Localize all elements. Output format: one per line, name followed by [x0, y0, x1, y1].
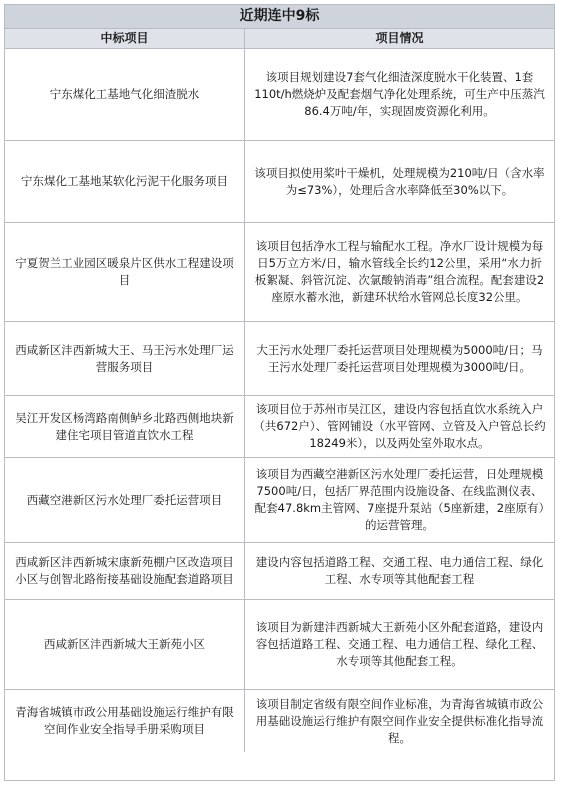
project-name-text: 西咸新区沣西新城大王新苑小区 — [44, 637, 205, 651]
project-details — [245, 141, 554, 222]
project-details — [245, 690, 554, 752]
project-details-text: 该项目为西藏空港新区污水处理厂委托运营，日处理规模7500吨/日，包括厂界范围内设施设备、在线监测仪表、配套47.8km主管网、7座提升泵站（5座新建，2座原有）的运营管理。 — [254, 467, 545, 532]
project-name — [5, 322, 245, 395]
project-details — [245, 458, 554, 542]
project-name-text: 宁东煤化工基地气化细渣脱水 — [49, 87, 200, 101]
project-details — [245, 543, 554, 599]
project-details-text: 该项目拟使用桨叶干燥机，处理规模为210吨/日（含水率为≤73%），处理后含水率降低至30%以下。 — [254, 165, 545, 197]
table-row — [5, 543, 554, 600]
table-row — [5, 223, 554, 322]
project-name — [5, 690, 245, 752]
table-row — [5, 322, 554, 396]
table-title: 近期连中9标 — [5, 5, 554, 29]
project-name-text: 西藏空港新区污水处理厂委托运营项目 — [26, 492, 223, 507]
project-name — [5, 458, 245, 542]
project-details — [245, 49, 554, 140]
project-details — [245, 322, 554, 395]
project-details — [245, 223, 554, 321]
project-name — [5, 396, 245, 457]
project-name-text: 西咸新区沣西新城宋康新苑棚户区改造项目小区与创智北路衔接基础设施配套道路项目 — [15, 555, 234, 586]
project-name-text: 吴江开发区杨湾路南侧鲈乡北路西侧地块新建住宅项目管道直饮水工程 — [15, 410, 234, 442]
project-name — [5, 141, 245, 222]
project-name-text: 宁东煤化工基地某软化污泥干化服务项目 — [21, 174, 228, 188]
project-name-text: 青海省城镇市政公用基础设施运行维护有限空间作业安全指导手册采购项目 — [15, 705, 234, 736]
table-row — [5, 458, 554, 543]
table-row — [5, 690, 554, 752]
header-project: 中标项目 — [5, 29, 245, 48]
project-name — [5, 223, 245, 321]
table-row — [5, 141, 554, 223]
table-header — [5, 29, 554, 49]
project-details — [245, 396, 554, 457]
header-details: 项目情况 — [375, 31, 424, 45]
project-details-text: 该项目规划建设7套气化细渣深度脱水干化装置、1套110t/h燃烧炉及配套烟气净化处理系统，可生产中压蒸汽86.4万吨/年，实现固废资源化利用。 — [254, 70, 545, 118]
project-details-text: 该项目位于苏州市吴江区，建设内容包括直饮水系统入户（共672户）、管网铺设（水平管网、立管及入户管总长约18249米），以及两处室外取水点。 — [253, 402, 546, 450]
table-row — [5, 600, 554, 690]
project-name — [5, 600, 245, 689]
project-details — [245, 600, 554, 689]
project-name-text: 西咸新区沣西新城大王、马王污水处理厂运营服务项目 — [15, 342, 234, 374]
table-row — [5, 396, 554, 458]
project-details-text: 该项目包括净水工程与输配水工程。净水厂设计规模为每日5万立方米/日，输水管线全长约12公里，采用“水力折板絮凝、斜管沉淀、次氯酸钠消毒”组合流程。配套建设2座原水蓄水池，新建环状给水管网总长度32公里。 — [254, 239, 545, 304]
bid-table — [4, 4, 555, 781]
project-name — [5, 49, 245, 140]
project-details-text: 该项目制定省级有限空间作业标准，为青海省城镇市政公用基础设施运行维护有限空间作业安全提供标准化指导流程。 — [255, 696, 544, 745]
project-details-text: 大王污水处理厂委托运营项目处理规模为5000吨/日；马王污水处理厂委托运营项目处理规模为3000吨/日。 — [256, 342, 543, 374]
project-details-text: 建设内容包括道路工程、交通工程、电力通信工程、绿化工程、水专项等其他配套工程 — [255, 555, 544, 586]
project-name — [5, 543, 245, 599]
project-details-text: 该项目为新建沣西新城大王新苑小区外配套道路，建设内容包括道路工程、交通工程、电力通信工程、绿化工程、水专项等其他配套工程。 — [255, 620, 544, 668]
table-row — [5, 49, 554, 141]
project-name-text: 宁夏贺兰工业园区暖泉片区供水工程建设项目 — [15, 256, 234, 287]
